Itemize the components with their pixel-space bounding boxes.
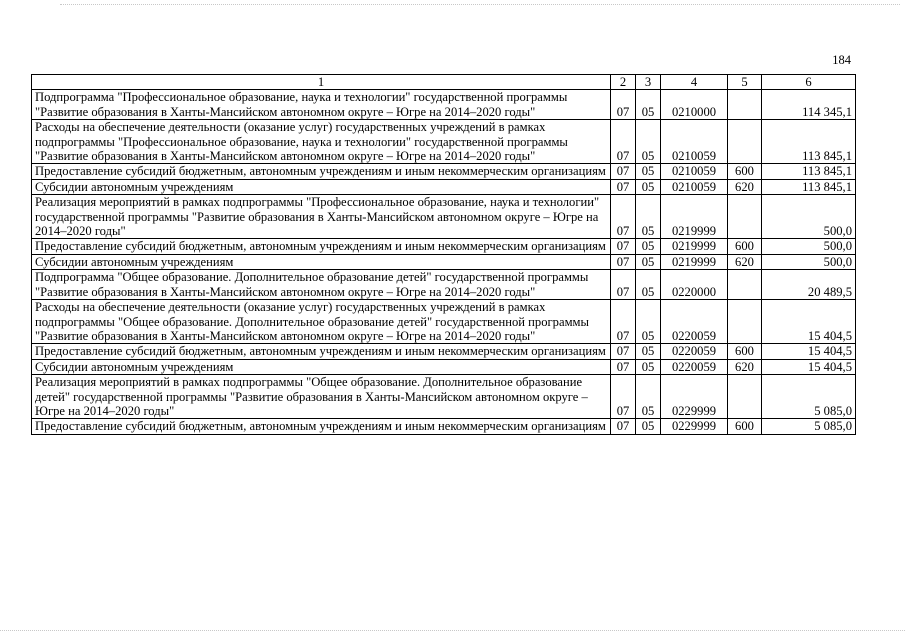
row-section: 07 [611,375,636,419]
row-expense-type: 620 [728,359,762,374]
row-name: Предоставление субсидий бюджетным, автономным учреждениям и иным некоммерческим организациям [32,419,611,434]
row-subsection: 05 [636,300,661,344]
budget-table [31,74,856,435]
table-row [32,375,856,419]
row-amount: 20 489,5 [762,270,856,300]
table-body [32,90,856,434]
header-col-target-article: 4 [661,75,728,90]
row-target-article: 0210059 [661,120,728,164]
table-row [32,195,856,239]
row-expense-type [728,375,762,419]
table-row [32,164,856,179]
row-name: Расходы на обеспечение деятельности (оказание услуг) государственных учреждений в рамках подпрограммы "Общее образование. Дополнительное образование детей" государственной программы "Развитие образования в Ханты-Мансийском автономном округе – Югре на 2014–2020 годы" [32,300,611,344]
row-subsection: 05 [636,419,661,434]
row-amount: 500,0 [762,195,856,239]
row-expense-type: 600 [728,344,762,359]
row-section: 07 [611,90,636,120]
table-row [32,254,856,269]
row-name: Реализация мероприятий в рамках подпрограммы "Профессиональное образование, наука и технологии" государственной программы "Развитие образования в Ханты-Мансийском автономном округе – Югре на 2014–2020 годы" [32,195,611,239]
table-row [32,120,856,164]
row-name: Предоставление субсидий бюджетным, автономным учреждениям и иным некоммерческим организациям [32,344,611,359]
row-expense-type: 620 [728,254,762,269]
row-subsection: 05 [636,120,661,164]
header-col-section: 2 [611,75,636,90]
row-amount: 113 845,1 [762,179,856,194]
row-target-article: 0220059 [661,359,728,374]
row-amount: 114 345,1 [762,90,856,120]
row-subsection: 05 [636,239,661,254]
row-section: 07 [611,300,636,344]
scan-artifact-top [60,4,900,5]
row-name: Предоставление субсидий бюджетным, автономным учреждениям и иным некоммерческим организациям [32,164,611,179]
row-expense-type [728,90,762,120]
table-row [32,359,856,374]
table-row [32,300,856,344]
row-amount: 113 845,1 [762,164,856,179]
row-target-article: 0210059 [661,179,728,194]
row-expense-type: 600 [728,419,762,434]
row-subsection: 05 [636,270,661,300]
row-target-article: 0220059 [661,300,728,344]
row-section: 07 [611,344,636,359]
table-row [32,419,856,434]
row-subsection: 05 [636,195,661,239]
row-amount: 5 085,0 [762,419,856,434]
page-number: 184 [832,53,851,67]
row-section: 07 [611,419,636,434]
row-section: 07 [611,195,636,239]
row-subsection: 05 [636,344,661,359]
row-amount: 15 404,5 [762,359,856,374]
row-expense-type [728,195,762,239]
scan-artifact-bottom [0,630,905,631]
row-subsection: 05 [636,375,661,419]
row-subsection: 05 [636,359,661,374]
row-expense-type: 600 [728,239,762,254]
row-target-article: 0220059 [661,344,728,359]
row-name: Субсидии автономным учреждениям [32,359,611,374]
row-target-article: 0229999 [661,419,728,434]
row-expense-type [728,270,762,300]
table-row [32,179,856,194]
row-name: Подпрограмма "Профессиональное образование, наука и технологии" государственной программы "Развитие образования в Ханты-Мансийском автономном округе – Югре на 2014–2020 годы" [32,90,611,120]
table-row [32,344,856,359]
header-col-amount: 6 [762,75,856,90]
row-expense-type: 620 [728,179,762,194]
row-section: 07 [611,179,636,194]
row-expense-type: 600 [728,164,762,179]
row-name: Расходы на обеспечение деятельности (оказание услуг) государственных учреждений в рамках подпрограммы "Профессиональное образование, наука и технологии" государственной программы "Развитие образования в Ханты-Мансийском автономном округе – Югре на 2014–2020 годы" [32,120,611,164]
row-name: Подпрограмма "Общее образование. Дополнительное образование детей" государственной программы "Развитие образования в Ханты-Мансийском автономном округе – Югре на 2014–2020 годы" [32,270,611,300]
header-row [32,75,856,90]
row-section: 07 [611,270,636,300]
header-col-expense-type: 5 [728,75,762,90]
row-subsection: 05 [636,90,661,120]
header-col-subsection: 3 [636,75,661,90]
row-amount: 15 404,5 [762,300,856,344]
row-section: 07 [611,254,636,269]
row-expense-type [728,300,762,344]
row-subsection: 05 [636,254,661,269]
row-section: 07 [611,359,636,374]
row-subsection: 05 [636,164,661,179]
row-amount: 500,0 [762,254,856,269]
table-row [32,239,856,254]
row-section: 07 [611,239,636,254]
row-subsection: 05 [636,179,661,194]
row-amount: 113 845,1 [762,120,856,164]
row-target-article: 0210000 [661,90,728,120]
row-section: 07 [611,164,636,179]
row-target-article: 0210059 [661,164,728,179]
row-name: Реализация мероприятий в рамках подпрограммы "Общее образование. Дополнительное образование детей" государственной программы "Развитие образования в Ханты-Мансийском автономном округе – Югре на 2014–2020 годы" [32,375,611,419]
row-target-article: 0219999 [661,239,728,254]
row-section: 07 [611,120,636,164]
row-target-article: 0219999 [661,254,728,269]
table-row [32,270,856,300]
row-expense-type [728,120,762,164]
row-amount: 15 404,5 [762,344,856,359]
row-target-article: 0229999 [661,375,728,419]
row-target-article: 0220000 [661,270,728,300]
header-col-name: 1 [32,75,611,90]
row-name: Предоставление субсидий бюджетным, автономным учреждениям и иным некоммерческим организациям [32,239,611,254]
row-name: Субсидии автономным учреждениям [32,254,611,269]
table-row [32,90,856,120]
row-name: Субсидии автономным учреждениям [32,179,611,194]
row-target-article: 0219999 [661,195,728,239]
row-amount: 5 085,0 [762,375,856,419]
row-amount: 500,0 [762,239,856,254]
